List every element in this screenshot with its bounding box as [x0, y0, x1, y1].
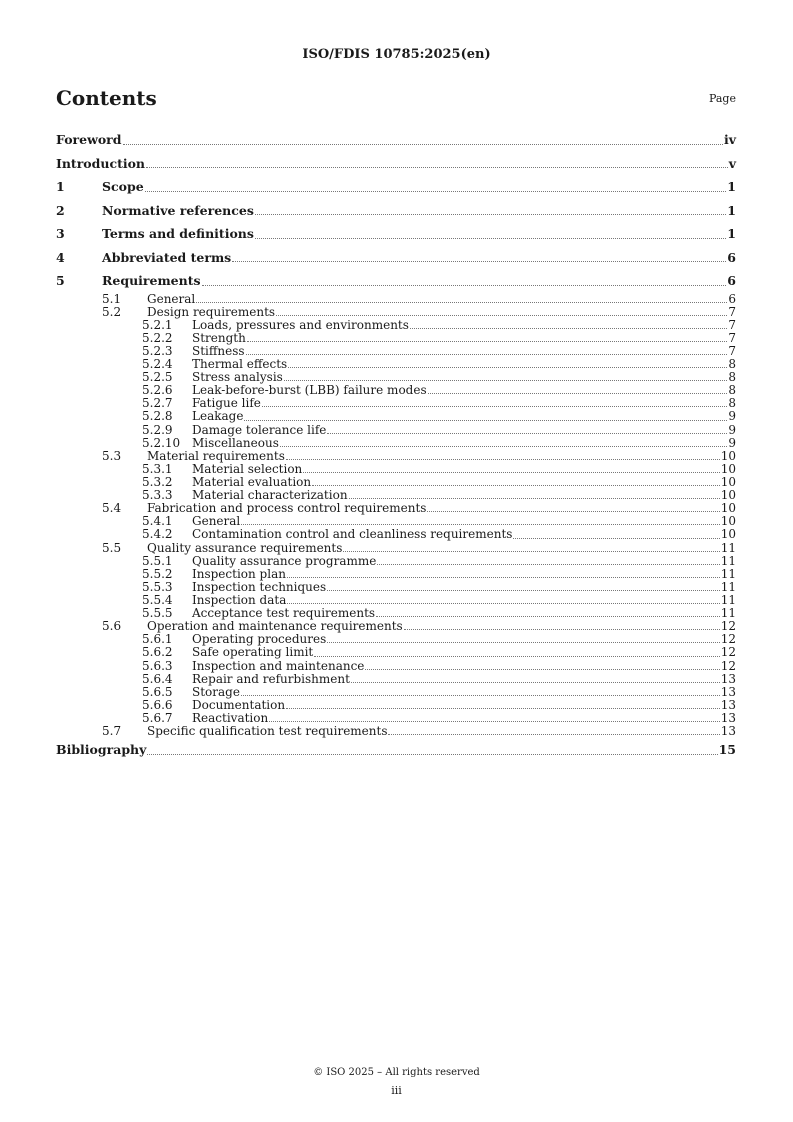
toc-entry-title[interactable]: Specific qualification test requirements	[147, 724, 388, 739]
toc-entry[interactable]	[56, 410, 736, 423]
toc-entry-page[interactable]: 10	[720, 527, 736, 542]
toc-entry[interactable]	[56, 332, 736, 345]
toc-entry-title[interactable]: Terms and definitions	[102, 226, 254, 241]
toc-entry-page[interactable]: 9	[728, 422, 736, 437]
toc-entry-page[interactable]: 1	[727, 179, 736, 194]
toc-entry-page[interactable]: 9	[728, 435, 736, 450]
toc-entry-number: 5.5.1	[142, 553, 173, 568]
toc-entry-number: 5.2.5	[142, 370, 173, 385]
toc-entry-page[interactable]: 7	[728, 317, 736, 332]
dot-leader	[312, 484, 720, 486]
toc-entry-number: 5.5	[102, 540, 122, 555]
toc-entry[interactable]	[56, 568, 736, 581]
toc-entry-number: 5.3.2	[142, 475, 173, 490]
toc-entry-title[interactable]: Design requirements	[147, 304, 276, 319]
dot-leader	[428, 392, 728, 394]
toc-entry-number: 1	[56, 179, 65, 194]
toc-entry-title[interactable]: Material evaluation	[192, 475, 312, 490]
toc-entry-title[interactable]: Material requirements	[147, 448, 285, 463]
toc-entry-title[interactable]: Inspection and maintenance	[192, 658, 365, 673]
toc-entry[interactable]	[56, 528, 736, 541]
dot-leader	[286, 707, 720, 709]
copyright-footer: © ISO 2025 – All rights reserved	[313, 1067, 480, 1078]
toc-entry[interactable]	[56, 725, 736, 738]
toc-entry-number: 5.6.2	[142, 645, 173, 660]
toc-entry-number: 5.4.1	[142, 514, 173, 529]
toc-entry-title[interactable]: Reactivation	[192, 711, 269, 725]
toc-entry-page[interactable]: 10	[720, 488, 736, 503]
toc-entry-title[interactable]: Leakage	[192, 409, 244, 424]
dot-leader	[427, 510, 719, 512]
dot-leader	[327, 641, 719, 643]
toc-entry-page[interactable]: 1	[727, 226, 736, 241]
toc-entry-title[interactable]: Thermal effects	[192, 357, 288, 372]
toc-entry-number: 2	[56, 202, 65, 218]
toc-entry-number: 5.6.4	[142, 671, 173, 686]
toc-entry-page[interactable]: 12	[720, 658, 736, 673]
toc-entry-title[interactable]: Repair and refurbishment	[192, 671, 350, 686]
toc-entry-page[interactable]: 11	[720, 606, 736, 621]
toc-entry-page[interactable]: 1	[727, 202, 736, 218]
toc-entry-number: 5.6.7	[142, 711, 173, 725]
toc-entry[interactable]	[56, 660, 736, 673]
toc-entry-number: 5	[56, 273, 65, 288]
toc-entry-number: 5.3	[102, 448, 122, 463]
toc-entry-title[interactable]: Contamination control and cleanliness requirements	[192, 527, 513, 542]
toc-entry-page[interactable]: 9	[728, 409, 736, 424]
toc-entry-title[interactable]: Stiffness	[192, 343, 245, 358]
toc-entry[interactable]	[56, 555, 736, 568]
toc-entry-page[interactable]: 6	[727, 249, 736, 265]
toc-entry-number: 5.6.6	[142, 697, 173, 712]
toc-entry[interactable]	[56, 246, 736, 270]
toc-entry-page[interactable]: 8	[728, 357, 736, 372]
dot-leader	[377, 563, 719, 565]
toc-entry-number: 5.2.1	[142, 317, 173, 332]
toc-entry[interactable]	[56, 450, 736, 463]
dot-leader	[284, 379, 728, 381]
toc-entry-page[interactable]: 6	[728, 291, 736, 306]
toc-entry-page[interactable]: 7	[728, 330, 736, 345]
dot-leader	[262, 405, 727, 407]
toc-entry-number: 5.2	[102, 304, 122, 319]
toc-entry-page[interactable]: 13	[720, 684, 736, 699]
toc-entry-title[interactable]: Inspection techniques	[192, 579, 327, 594]
toc-entry-title[interactable]: Introduction	[56, 155, 146, 171]
toc-entry-title[interactable]: Fatigue life	[192, 396, 261, 411]
dot-leader	[145, 190, 727, 192]
toc-entry[interactable]	[56, 542, 736, 555]
page-number: iii	[391, 1084, 402, 1097]
toc-entry-title[interactable]: Abbreviated terms	[102, 249, 232, 265]
toc-entry-number: 5.6.1	[142, 632, 173, 647]
toc-entry-page[interactable]: 12	[720, 645, 736, 660]
dot-leader	[388, 733, 719, 735]
toc-entry[interactable]	[56, 646, 736, 659]
dot-leader	[276, 314, 727, 316]
dot-leader	[146, 166, 728, 168]
toc-entry[interactable]	[56, 673, 736, 686]
toc-entry-page[interactable]: 7	[728, 343, 736, 358]
toc-entry-page[interactable]: 11	[720, 553, 736, 568]
toc-entry-title[interactable]: Leak-before-burst (LBB) failure modes	[192, 383, 427, 398]
toc-entry-page[interactable]: iv	[723, 132, 736, 147]
toc-entry-number: 5.6.5	[142, 684, 173, 699]
dot-leader	[404, 628, 720, 630]
dot-leader	[246, 353, 728, 355]
toc-entry-page[interactable]: 10	[720, 501, 736, 516]
page-title: Contents	[56, 86, 157, 110]
toc-entry-page[interactable]: 10	[720, 475, 736, 490]
dot-leader	[196, 301, 727, 303]
toc-entry-number: 5.2.2	[142, 330, 173, 345]
toc-entry-page[interactable]: 15	[718, 742, 736, 758]
toc-entry-number: 5.2.3	[142, 343, 173, 358]
toc-entry-title[interactable]: General	[192, 514, 241, 529]
dot-leader	[513, 537, 719, 539]
dot-leader	[232, 260, 726, 262]
toc-entry[interactable]	[56, 269, 736, 293]
toc-entry-page[interactable]: 6	[727, 273, 736, 288]
toc-entry-page[interactable]: 13	[720, 697, 736, 712]
toc-entry-title[interactable]: Storage	[192, 684, 240, 699]
toc-entry-number: 5.6	[102, 619, 122, 634]
toc-entry-title[interactable]: Quality assurance programme	[192, 553, 377, 568]
toc-entry-title[interactable]: Foreword	[56, 132, 122, 147]
toc-entry-number: 5.2.7	[142, 396, 173, 411]
dot-leader	[327, 432, 727, 434]
dot-leader	[202, 284, 727, 286]
page-column-label: Page	[708, 92, 736, 105]
toc-entry-title[interactable]: Requirements	[102, 273, 201, 288]
toc-entry-page[interactable]: 13	[720, 711, 736, 725]
toc-entry-number: 5.2.8	[142, 409, 173, 424]
toc-entry[interactable]	[56, 738, 736, 762]
toc-entry-title[interactable]: Normative references	[102, 202, 254, 218]
toc-entry-page[interactable]: 11	[720, 540, 736, 555]
toc-entry-number: 5.3.1	[142, 461, 173, 476]
toc-entry-title[interactable]: Damage tolerance life	[192, 422, 327, 437]
toc-entry-page[interactable]: 12	[720, 632, 736, 647]
dot-leader	[314, 655, 719, 657]
toc-entry-title[interactable]: Loads, pressures and environments	[192, 317, 409, 332]
toc-entry-number: 5.5.2	[142, 566, 173, 581]
dot-leader	[123, 143, 723, 145]
toc-entry-title[interactable]: Strength	[192, 330, 246, 345]
toc-entry-number: 5.5.5	[142, 606, 173, 621]
toc-entry-title[interactable]: Operation and maintenance requirements	[147, 619, 403, 634]
dot-leader	[244, 419, 727, 421]
toc-entry-page[interactable]: v	[728, 155, 736, 171]
toc-entry-title[interactable]: Miscellaneous	[192, 435, 279, 450]
toc-entry-title[interactable]: Material characterization	[192, 488, 348, 503]
dot-leader	[147, 753, 717, 755]
toc-entry-number: 3	[56, 226, 65, 241]
toc-entry-title[interactable]: Safe operating limit	[192, 645, 314, 660]
toc-entry-number: 5.4.2	[142, 527, 173, 542]
toc-entry[interactable]	[56, 152, 736, 176]
toc-entry-number: 5.2.6	[142, 383, 173, 398]
dot-leader	[287, 576, 720, 578]
toc-entry-number: 5.2.10	[142, 435, 181, 450]
toc-entry-page[interactable]: 10	[720, 448, 736, 463]
toc-entry-number: 5.2.9	[142, 422, 173, 437]
toc-entry-title[interactable]: Quality assurance requirements	[147, 540, 343, 555]
dot-leader	[255, 213, 726, 215]
toc-entry[interactable]	[56, 306, 736, 319]
toc-entry-title[interactable]: Fabrication and process control requirements	[147, 501, 427, 516]
toc-entry-title[interactable]: General	[147, 291, 196, 306]
toc-entry-page[interactable]: 13	[720, 724, 736, 739]
dot-leader	[255, 237, 726, 239]
dot-leader	[286, 458, 720, 460]
toc-entry-page[interactable]: 12	[720, 619, 736, 634]
toc-entry-page[interactable]: 8	[728, 383, 736, 398]
dot-leader	[343, 550, 719, 552]
toc-entry[interactable]	[56, 293, 736, 306]
dot-leader	[410, 327, 727, 329]
toc-entry-title[interactable]: Scope	[102, 179, 144, 194]
toc-entry-number: 5.2.4	[142, 357, 173, 372]
dot-leader	[241, 523, 719, 525]
dot-leader	[269, 720, 720, 722]
toc-entry-title[interactable]: Material selection	[192, 461, 303, 476]
toc-entry-title[interactable]: Inspection plan	[192, 566, 286, 581]
dot-leader	[303, 471, 719, 473]
toc-entry-page[interactable]: 11	[720, 579, 736, 594]
toc-entry-title[interactable]: Inspection data	[192, 593, 287, 608]
toc-entry-number: 5.5.3	[142, 579, 173, 594]
dot-leader	[376, 615, 720, 617]
toc-entry-page[interactable]: 10	[720, 461, 736, 476]
dot-leader	[288, 366, 727, 368]
toc-entry-number: 5.6.3	[142, 658, 173, 673]
toc-entry[interactable]	[56, 437, 736, 450]
toc-entry[interactable]	[56, 686, 736, 699]
toc-entry-title[interactable]: Documentation	[192, 697, 286, 712]
dot-leader	[351, 681, 720, 683]
toc-entry-number: 4	[56, 249, 65, 265]
dot-leader	[327, 589, 720, 591]
toc-entry-title[interactable]: Stress analysis	[192, 370, 283, 385]
toc-entry-page[interactable]: 10	[720, 514, 736, 529]
dot-leader	[241, 694, 720, 696]
toc-entry[interactable]	[56, 222, 736, 246]
toc-entry-page[interactable]: 8	[728, 396, 736, 411]
toc-entry-number: 5.5.4	[142, 593, 173, 608]
toc-entry-page[interactable]: 11	[720, 566, 736, 581]
toc-entry-number: 5.1	[102, 291, 122, 306]
toc-entry[interactable]	[56, 319, 736, 332]
toc-entry-title[interactable]: Acceptance test requirements	[192, 606, 376, 621]
toc-entry-title[interactable]: Bibliography	[56, 742, 147, 758]
toc-entry-page[interactable]: 7	[728, 304, 736, 319]
toc-entry-number: 5.4	[102, 501, 122, 516]
table-of-contents	[56, 128, 736, 762]
toc-entry-page[interactable]: 11	[720, 593, 736, 608]
toc-entry-title[interactable]: Operating procedures	[192, 632, 327, 647]
dot-leader	[349, 497, 720, 499]
toc-entry-number: 5.7	[102, 724, 122, 739]
toc-entry[interactable]	[56, 199, 736, 223]
toc-entry-page[interactable]: 8	[728, 370, 736, 385]
toc-entry[interactable]	[56, 128, 736, 152]
dot-leader	[247, 340, 728, 342]
dot-leader	[365, 668, 719, 670]
toc-entry-number: 5.3.3	[142, 488, 173, 503]
document-id-header: ISO/FDIS 10785:2025(en)	[302, 47, 491, 62]
toc-entry[interactable]	[56, 424, 736, 437]
dot-leader	[287, 602, 719, 604]
toc-entry-page[interactable]: 13	[720, 671, 736, 686]
dot-leader	[280, 445, 727, 447]
toc-entry[interactable]	[56, 175, 736, 199]
